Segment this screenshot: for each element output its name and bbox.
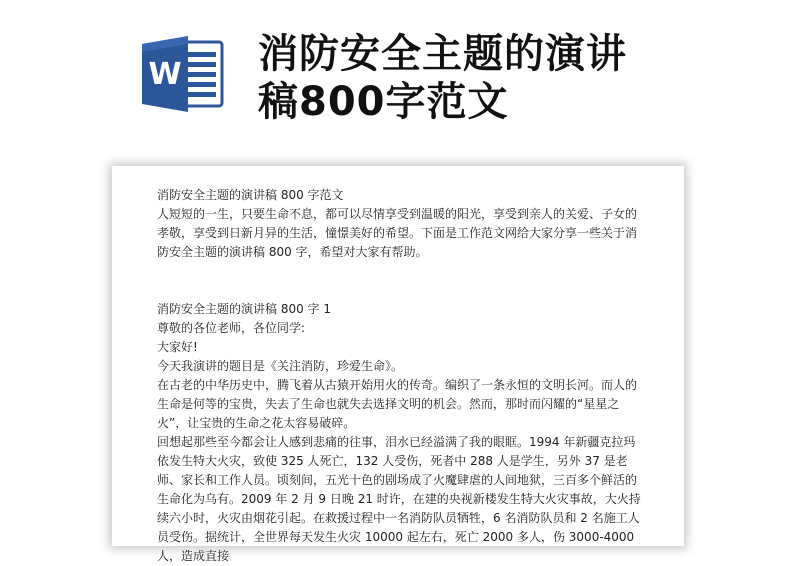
page-title	[258, 30, 778, 126]
document-body	[157, 186, 645, 566]
doc-intro-paragraph: 人短短的一生，只要生命不息，都可以尽情享受到温暖的阳光，享受到亲人的关爱、子女的孝敬，享受到日新月异的生活，憧憬美好的希望。下面是工作范文网给大家分享一些关于消防安全主题的演讲稿 800 字，希望对大家有帮助。	[157, 207, 638, 259]
doc-heading: 消防安全主题的演讲稿 800 字范文	[157, 188, 344, 202]
blank-space	[157, 262, 645, 300]
word-icon-letter: W	[148, 57, 182, 92]
title-line-1: 消防安全主题的演讲	[258, 31, 627, 77]
section-heading: 消防安全主题的演讲稿 800 字 1	[157, 302, 331, 316]
word-document-icon	[140, 34, 228, 114]
greeting: 大家好!	[157, 340, 198, 354]
body-paragraph: 在古老的中华历史中，腾飞着从古猿开始用火的传奇。编织了一条永恒的文明长河。而人的生命是何等的宝贵，失去了生命也就失去选择文明的机会。然而，那时而闪耀的“星星之火”，让宝贵的生命之花太容易破碎。	[157, 378, 638, 430]
salutation: 尊敬的各位老师，各位同学:	[157, 321, 306, 335]
body-paragraph: 回想起那些至今都会让人感到悲痛的往事，泪水已经溢满了我的眼眶。1994 年新疆克拉玛依发生特大火灾，致使 325 人死亡，132 人受伤，死者中 288 人是学生，另外 37 是老师、家长和工作人员。顷刻间，五光十色的剧场成了火魔肆虐的人间地狱，三百多个鲜活的生命化为乌有。2009 年 2 月 9 日晚 21 时许，在建的央视新楼发生特大火灾事故，大火持续六小时，火灾由烟花引起。在救援过程中一名消防队员牺牲，6 名消防队员和 2 名施工人员受伤。据统计，全世界每天发生火灾 10000 起左右，死亡 2000 多人，伤 3000-4000 人，造成直接	[157, 435, 641, 563]
header-banner	[0, 0, 800, 140]
speech-topic: 今天我演讲的题目是《关注消防，珍爱生命》。	[157, 359, 404, 373]
document-page	[112, 166, 684, 563]
title-line-2: 稿800字范文	[258, 79, 509, 125]
